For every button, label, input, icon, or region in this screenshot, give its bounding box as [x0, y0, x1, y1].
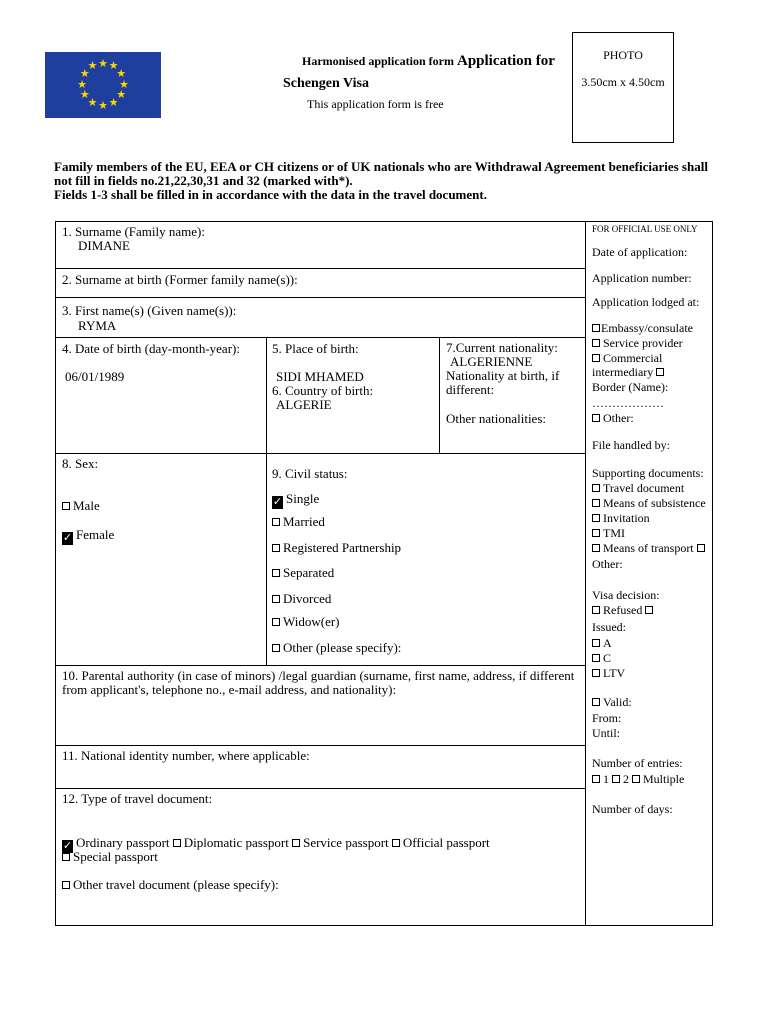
doc-service-label: Service passport [303, 835, 389, 850]
title-small: Harmonised application form [302, 54, 457, 68]
official-other2: Other: [592, 557, 623, 571]
embassy-label: Embassy/consulate [601, 321, 693, 335]
official-header: FOR OFFICIAL USE ONLY [592, 224, 698, 234]
checkbox-icon[interactable] [592, 544, 600, 552]
civil-married-label: Married [283, 514, 325, 529]
checkbox-icon[interactable] [592, 324, 600, 332]
tmi-label: TMI [603, 526, 625, 540]
entries-2-label: 2 [623, 772, 629, 786]
checkbox-icon[interactable] [656, 368, 664, 376]
country-birth-value[interactable]: ALGERIE [276, 397, 332, 412]
dob-label: 4. Date of birth (day-month-year): [62, 341, 240, 356]
star-icon: ★ [87, 96, 98, 109]
star-icon: ★ [98, 99, 108, 112]
means-subsistence-label: Means of subsistence [603, 496, 706, 510]
sex-female-option[interactable] [62, 527, 114, 545]
checkbox-icon[interactable] [612, 775, 620, 783]
civil-married-option[interactable] [272, 514, 325, 529]
civil-divorced-option[interactable] [272, 591, 331, 606]
official-days: Number of days: [592, 802, 673, 816]
civil-other-label: Other (please specify): [283, 640, 402, 655]
civil-widow-option[interactable] [272, 614, 340, 629]
checkbox-icon[interactable] [592, 354, 600, 362]
doc-diplomatic-label: Diplomatic passport [183, 835, 289, 850]
official-commercial[interactable] [592, 351, 662, 366]
civil-divorced-label: Divorced [283, 591, 332, 606]
checked-checkbox-icon[interactable]: ✓ [62, 532, 73, 544]
official-means-transport[interactable] [592, 541, 708, 556]
checkbox-icon[interactable] [62, 881, 70, 889]
checkbox-icon[interactable] [592, 606, 600, 614]
checkbox-icon[interactable] [272, 544, 280, 552]
star-icon: ★ [79, 89, 90, 101]
official-app-number: Application number: [592, 271, 692, 285]
surname-label: 1. Surname (Family name): [62, 224, 205, 239]
sex-male-option[interactable] [62, 498, 100, 513]
official-c[interactable] [592, 651, 611, 666]
doc-official-label: Official passport [402, 835, 490, 850]
civil-status-label: 9. Civil status: [272, 466, 348, 481]
civil-partnership-label: Registered Partnership [283, 540, 402, 555]
doc-ordinary-label: Ordinary passport [76, 835, 170, 850]
official-visa-decision: Visa decision: [592, 588, 660, 602]
civil-separated-label: Separated [283, 565, 335, 580]
official-service-provider[interactable] [592, 336, 683, 351]
official-tmi[interactable] [592, 526, 625, 541]
checkbox-icon[interactable] [592, 529, 600, 537]
first-name-value[interactable]: RYMA [78, 318, 117, 333]
checkbox-icon[interactable] [392, 839, 400, 847]
star-icon: ★ [98, 57, 108, 70]
official-embassy[interactable] [592, 321, 693, 336]
official-intermediary[interactable] [592, 365, 667, 380]
entries-multiple-label: Multiple [643, 772, 685, 786]
checkbox-icon[interactable] [592, 639, 600, 647]
checkbox-icon[interactable] [592, 654, 600, 662]
star-icon: ★ [116, 68, 127, 80]
title-large: Application for [457, 53, 555, 69]
service-provider-label: Service provider [603, 336, 683, 350]
official-other[interactable] [592, 411, 634, 426]
official-entries: Number of entries: [592, 756, 683, 770]
travel-doc-label: 12. Type of travel document: [62, 791, 213, 806]
nationality-value[interactable]: ALGERIENNE [450, 354, 533, 369]
civil-separated-option[interactable] [272, 565, 334, 580]
official-dots: ……………… [592, 396, 664, 410]
checkbox-icon[interactable] [632, 775, 640, 783]
national-id-label: 11. National identity number, where applicable: [62, 748, 310, 763]
checkbox-icon[interactable] [272, 569, 280, 577]
checkbox-icon[interactable] [592, 669, 600, 677]
checkbox-icon[interactable] [592, 698, 600, 706]
surname-value[interactable]: DIMANE [78, 238, 130, 253]
checkbox-icon[interactable] [592, 514, 600, 522]
official-entries-options[interactable] [592, 772, 684, 787]
star-icon: ★ [116, 89, 127, 101]
place-birth-value[interactable]: SIDI MHAMED [276, 369, 364, 384]
place-birth-label: 5. Place of birth: [272, 341, 359, 356]
civil-other-option[interactable] [272, 640, 401, 655]
a-label: A [603, 636, 612, 650]
official-a[interactable] [592, 636, 612, 651]
star-icon: ★ [119, 78, 129, 91]
star-icon: ★ [77, 78, 87, 91]
official-valid[interactable] [592, 695, 632, 710]
checkbox-icon[interactable] [592, 484, 600, 492]
country-birth-label: 6. Country of birth: [272, 383, 374, 398]
surname-birth-label: 2. Surname at birth (Former family name(s)): [62, 272, 298, 287]
civil-single-label: Single [286, 491, 320, 506]
civil-widow-label: Widow(er) [283, 614, 340, 629]
sex-female-label: Female [76, 527, 115, 542]
parental-line1: 10. Parental authority (in case of minors) /legal guardian (surname, first name, address, if different [62, 668, 575, 683]
c-label: C [603, 651, 612, 665]
official-file-handled: File handled by: [592, 438, 670, 452]
means-transport-label: Means of transport [603, 541, 694, 555]
checkbox-icon[interactable] [272, 644, 280, 652]
official-issued: Issued: [592, 620, 626, 634]
checkbox-icon[interactable] [272, 518, 280, 526]
checkbox-icon[interactable] [292, 839, 300, 847]
star-icon: ★ [108, 60, 119, 73]
checkbox-icon[interactable] [697, 544, 705, 552]
civil-partnership-option[interactable] [272, 540, 401, 555]
checkbox-icon[interactable] [62, 853, 70, 861]
checkbox-icon[interactable] [592, 339, 600, 347]
official-until: Until: [592, 726, 621, 740]
official-supporting: Supporting documents: [592, 466, 704, 480]
official-travel-document[interactable] [592, 481, 684, 496]
refused-label: Refused [603, 603, 643, 617]
official-date-app: Date of application: [592, 245, 688, 259]
checkbox-icon[interactable] [592, 414, 600, 422]
free-note: This application form is free [307, 97, 444, 111]
official-means-subsistence[interactable] [592, 496, 706, 511]
official-lodged-at: Application lodged at: [592, 295, 700, 309]
doc-other-label: Other travel document (please specify): [73, 877, 279, 892]
other-nationalities-label: Other nationalities: [446, 411, 547, 426]
parental-line2: from applicant's, telephone no., e-mail address, and nationality): [62, 682, 397, 697]
checked-checkbox-icon[interactable]: ✓ [272, 496, 283, 508]
commercial-label: Commercial [603, 351, 663, 365]
photo-label: PHOTO [603, 48, 643, 62]
intro-line3: Fields 1-3 shall be filled in in accordance with the data in the travel document. [54, 187, 487, 202]
checkbox-icon[interactable] [272, 595, 280, 603]
civil-single-option[interactable] [272, 491, 319, 509]
nationality-birth-label-1: Nationality at birth, if [446, 368, 560, 383]
intro-line1: Family members of the EU, EEA or CH citizens or of UK nationals who are Withdrawal Agreement beneficiaries shall [54, 159, 708, 174]
eu-flag-logo [45, 52, 161, 118]
photo-box [572, 32, 674, 143]
official-ltv[interactable] [592, 666, 625, 681]
title-line2: Schengen Visa [283, 76, 369, 91]
checkbox-icon[interactable] [173, 839, 181, 847]
checked-checkbox-icon[interactable]: ✓ [62, 840, 73, 852]
official-refused[interactable] [592, 603, 656, 618]
first-name-label: 3. First name(s) (Given name(s)): [62, 303, 237, 318]
form-title [302, 53, 555, 69]
valid-label: Valid: [603, 695, 632, 709]
other-label: Other: [603, 411, 634, 425]
official-invitation[interactable] [592, 511, 650, 526]
checkbox-icon[interactable] [592, 775, 600, 783]
invitation-label: Invitation [603, 511, 650, 525]
travel-document-label: Travel document [603, 481, 685, 495]
checkbox-icon[interactable] [645, 606, 653, 614]
official-from: From: [592, 711, 622, 725]
star-icon: ★ [108, 96, 119, 109]
sex-male-label: Male [73, 498, 100, 513]
checkbox-icon[interactable] [272, 618, 280, 626]
dob-value[interactable]: 06/01/1989 [65, 369, 125, 384]
photo-size: 3.50cm x 4.50cm [581, 75, 665, 89]
checkbox-icon[interactable] [62, 502, 70, 510]
star-icon: ★ [79, 68, 90, 80]
official-border: Border (Name): [592, 380, 669, 394]
star-icon: ★ [87, 60, 98, 73]
intermediary-label: intermediary [592, 365, 654, 379]
doc-other-option[interactable] [62, 877, 279, 892]
entries-1-label: 1 [603, 772, 609, 786]
intro-line2: not fill in fields no.21,22,30,31 and 32 (marked with*). [54, 173, 353, 188]
doc-special-label: Special passport [73, 849, 158, 864]
nationality-label: 7.Current nationality: [446, 340, 558, 355]
checkbox-icon[interactable] [592, 499, 600, 507]
nationality-birth-label-2: different: [446, 382, 495, 397]
ltv-label: LTV [603, 666, 626, 680]
sex-label: 8. Sex: [62, 456, 99, 471]
doc-special-option[interactable] [62, 849, 158, 864]
